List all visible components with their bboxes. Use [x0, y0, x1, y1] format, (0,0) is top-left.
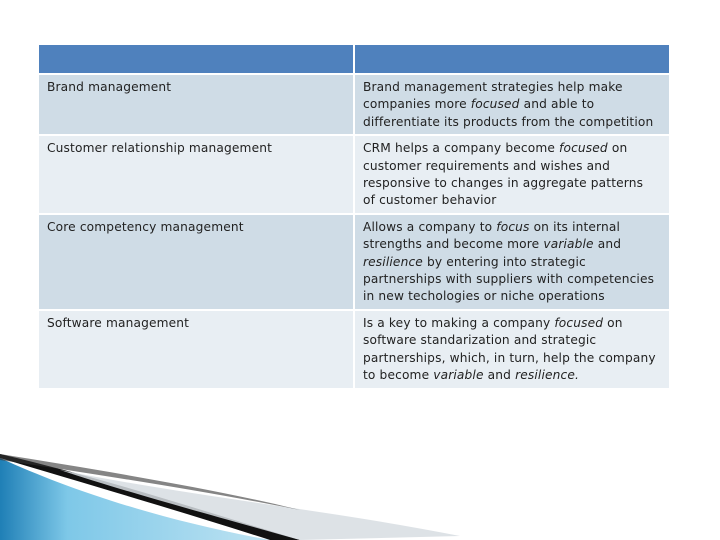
emphasis-text: focused [554, 315, 604, 330]
description-text: and [483, 368, 516, 383]
table-header-row [39, 45, 669, 74]
table-row [39, 74, 669, 135]
emphasis-text: focused [470, 97, 520, 112]
description-text: on its internal strengths and become more [363, 219, 621, 252]
table-row [39, 310, 669, 388]
emphasis-text: resilience. [515, 368, 580, 383]
row-label: Brand management [39, 74, 354, 135]
description-text: and [593, 237, 622, 252]
row-label: Software management [39, 310, 354, 388]
row-description [354, 310, 669, 388]
description-text: Brand management strategies help make companies more [363, 80, 623, 112]
description-text: Allows a company to [363, 219, 497, 234]
row-description [354, 214, 669, 310]
emphasis-text: focused [559, 141, 608, 156]
emphasis-text: variable [543, 237, 594, 252]
row-description [354, 135, 669, 214]
description-text: and able to differentiate its products from the competition [363, 97, 654, 129]
header-cell [354, 45, 669, 74]
description-text: on customer requirements and wishes and responsive to changes in aggregate patterns of customer behavior [363, 141, 644, 208]
description-text: CRM helps a company become [363, 141, 560, 156]
row-description [354, 74, 669, 135]
description-text: on software standarization and strategic partnerships, which, in turn, help the company to become [363, 315, 656, 383]
emphasis-text: variable [433, 368, 484, 383]
header-cell [39, 45, 354, 74]
table-row [39, 214, 669, 310]
management-table [39, 45, 669, 388]
table-row [39, 135, 669, 214]
row-label: Customer relationship management [39, 135, 354, 214]
description-text: Is a key to making a company [363, 315, 555, 330]
emphasis-text: resilience [363, 254, 423, 269]
decorative-swoosh [0, 450, 720, 540]
emphasis-text: focus [496, 219, 530, 234]
row-label: Core competency management [39, 214, 354, 310]
description-text: by entering into strategic partnerships with suppliers with competencies in new techologies or niche operations [363, 254, 655, 304]
